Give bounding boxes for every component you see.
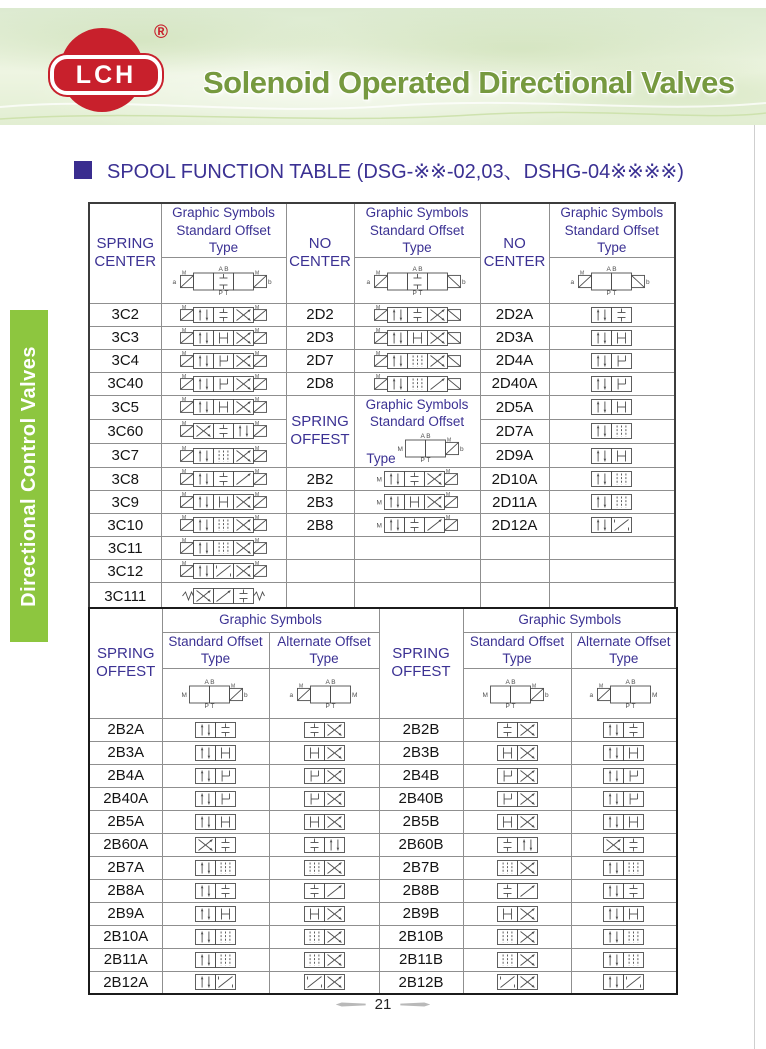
spool-symbol-standard (463, 948, 571, 971)
spool-symbol-standard (463, 879, 571, 902)
spool-code: 2B5B (379, 810, 463, 833)
spool-code: 2B40B (379, 787, 463, 810)
spool-symbol-alternate (269, 856, 379, 879)
spool-code: 2B9B (379, 902, 463, 925)
svg-text:M: M (376, 522, 382, 530)
svg-text:a: a (589, 691, 593, 699)
spool-symbol (549, 395, 675, 419)
spool-symbol-alternate (269, 902, 379, 925)
spool-symbol (549, 349, 675, 372)
spool-symbol-standard (162, 787, 269, 810)
svg-text:P T: P T (218, 290, 229, 297)
spool-code: 2D7 (286, 349, 354, 372)
registered-trademark-icon: ® (154, 22, 168, 43)
spool-code: 2B7A (89, 856, 162, 879)
spool-function-table-1 (88, 202, 676, 611)
spool-symbol-standard (162, 948, 269, 971)
svg-text:M: M (230, 683, 235, 690)
svg-text:M: M (182, 397, 187, 404)
spool-code: 2D5A (480, 395, 549, 419)
page-number-right-dash-icon (400, 1002, 430, 1007)
column-header-alternate-offset: Alternate Offset Type (571, 632, 677, 668)
spool-symbol (161, 537, 286, 560)
spool-code: 2B8A (89, 879, 162, 902)
spool-code: 3C9 (89, 491, 161, 514)
svg-text:M: M (255, 561, 260, 568)
column-header-standard-offset: Standard Offset Type (463, 632, 571, 668)
spool-code: 2B10B (379, 925, 463, 948)
svg-text:A B: A B (420, 432, 431, 440)
svg-text:M: M (182, 445, 187, 452)
spool-code: 2B60A (89, 833, 162, 856)
header-symbol-spring-center (161, 257, 286, 303)
svg-text:P T: P T (625, 703, 636, 710)
header-symbol-standard (463, 668, 571, 718)
spool-symbol (354, 349, 480, 372)
column-header-spring-offest: SPRING OFFEST (379, 608, 463, 718)
spool-code: 3C12 (89, 560, 161, 583)
empty-cell (480, 537, 549, 560)
svg-text:a: a (289, 691, 294, 699)
spool-code: 2B8B (379, 879, 463, 902)
spool-code: 2B3 (286, 491, 354, 514)
svg-text:A B: A B (606, 266, 617, 274)
spool-code: 2D40A (480, 372, 549, 395)
empty-cell (549, 583, 675, 610)
spool-code: 2D9A (480, 444, 549, 468)
svg-text:M: M (255, 445, 260, 452)
spool-symbol (161, 468, 286, 491)
spool-symbol-standard (463, 764, 571, 787)
svg-text:M: M (299, 683, 304, 690)
spool-symbol-standard (463, 810, 571, 833)
spool-symbol-standard (162, 856, 269, 879)
svg-text:M: M (446, 437, 451, 444)
header-symbol-standard (162, 668, 269, 718)
spool-symbol (354, 468, 480, 491)
spool-symbol-alternate (571, 902, 677, 925)
svg-text:P T: P T (325, 703, 336, 710)
scan-page-edge (754, 125, 755, 1049)
spool-symbol (549, 419, 675, 443)
svg-text:M: M (182, 327, 187, 334)
page-number-left-dash-icon (336, 1002, 366, 1007)
svg-text:M: M (181, 691, 187, 699)
spool-symbol-standard (463, 741, 571, 764)
svg-text:M: M (376, 499, 382, 507)
spool-code: 2B3A (89, 741, 162, 764)
spool-code: 2B10A (89, 925, 162, 948)
spool-symbol-standard (162, 741, 269, 764)
spool-code: 2B7B (379, 856, 463, 879)
header-symbol-alternate (269, 668, 379, 718)
svg-text:A B: A B (411, 266, 423, 274)
spool-symbol-alternate (269, 948, 379, 971)
column-header-no-center: NO CENTER (286, 203, 354, 303)
empty-cell (549, 560, 675, 583)
spool-symbol (161, 349, 286, 372)
svg-text:M: M (255, 492, 260, 499)
spool-symbol (161, 491, 286, 514)
spool-symbol-standard (162, 925, 269, 948)
section-heading-text: SPOOL FUNCTION TABLE (DSG-※※-02,03、DSHG-04※※※※) (107, 161, 684, 183)
spool-code: 2B60B (379, 833, 463, 856)
page-header-banner (0, 8, 766, 125)
svg-text:M: M (255, 538, 260, 545)
column-header-graphic-symbols: Graphic Symbols (162, 608, 379, 632)
spool-symbol-standard (463, 718, 571, 741)
spool-symbol-alternate (269, 925, 379, 948)
spool-code: 3C60 (89, 419, 161, 443)
svg-text:M: M (255, 327, 260, 334)
spool-code: 2D8 (286, 372, 354, 395)
svg-text:M: M (482, 691, 488, 699)
svg-text:M: M (598, 683, 603, 690)
spool-symbol-standard (463, 856, 571, 879)
svg-text:M: M (375, 327, 380, 334)
spool-code: 2D2A (480, 303, 549, 326)
svg-text:A B: A B (505, 679, 516, 687)
svg-text:M: M (446, 469, 451, 476)
spool-code: 2B4B (379, 764, 463, 787)
empty-cell (549, 537, 675, 560)
spool-code: 2B11B (379, 948, 463, 971)
spool-code: 2B2A (89, 718, 162, 741)
svg-text:b: b (268, 279, 272, 287)
spool-symbol (354, 491, 480, 514)
svg-text:A B: A B (325, 679, 336, 687)
empty-cell (286, 583, 354, 610)
svg-text:M: M (255, 421, 260, 428)
spool-code: 2B2B (379, 718, 463, 741)
spool-symbol-alternate (269, 718, 379, 741)
spool-symbol-standard (463, 787, 571, 810)
column-header-graphic-symbols: Graphic Symbols Standard Offset Type (354, 203, 480, 257)
svg-text:M: M (375, 350, 380, 357)
svg-text:M: M (446, 515, 451, 522)
svg-text:M: M (182, 373, 187, 380)
spool-symbol-alternate (571, 787, 677, 810)
spool-function-table-2 (88, 607, 678, 995)
lch-logo-stadium (50, 55, 162, 95)
svg-text:M: M (255, 373, 260, 380)
spool-symbol (549, 444, 675, 468)
header-symbol-no-center-a (549, 257, 675, 303)
spool-symbol-alternate (269, 764, 379, 787)
spool-code: 3C8 (89, 468, 161, 491)
column-header-spring-offest: SPRING OFFEST (286, 395, 354, 468)
header-symbol-no-center (354, 257, 480, 303)
svg-text:M: M (375, 304, 380, 311)
svg-text:M: M (182, 561, 187, 568)
lch-logo (50, 22, 178, 118)
spool-symbol-standard (463, 971, 571, 994)
spool-symbol-alternate (571, 764, 677, 787)
spool-symbol-alternate (269, 879, 379, 902)
page-number: 21 (374, 996, 392, 1013)
svg-text:M: M (376, 476, 382, 484)
svg-text:P T: P T (412, 290, 422, 297)
svg-text:M: M (182, 515, 187, 522)
spool-code: 2D3A (480, 326, 549, 349)
spool-code: 2B5A (89, 810, 162, 833)
spool-code: 2B11A (89, 948, 162, 971)
spool-code: 2B8 (286, 514, 354, 537)
svg-text:b: b (459, 445, 464, 453)
spool-symbol (161, 395, 286, 419)
spool-code: 3C11 (89, 537, 161, 560)
spool-symbol (161, 583, 286, 610)
empty-cell (286, 560, 354, 583)
svg-text:a: a (366, 279, 370, 287)
svg-text:P T: P T (204, 703, 214, 710)
svg-text:M: M (255, 397, 260, 404)
empty-cell (354, 583, 480, 610)
svg-text:b: b (646, 279, 650, 287)
svg-text:M: M (182, 304, 187, 311)
square-bullet-icon (74, 161, 92, 179)
svg-text:b: b (545, 691, 549, 699)
svg-text:M: M (580, 270, 585, 277)
spool-symbol (549, 372, 675, 395)
spool-code: 3C7 (89, 444, 161, 468)
svg-text:P T: P T (505, 703, 516, 710)
spool-symbol-standard (162, 902, 269, 925)
svg-text:M: M (532, 683, 537, 690)
svg-text:A B: A B (203, 679, 215, 687)
section-heading (74, 155, 684, 184)
spool-code: 2D12A (480, 514, 549, 537)
sidebar-category-banner (10, 310, 48, 642)
svg-text:M: M (255, 304, 260, 311)
empty-cell (480, 583, 549, 610)
spool-symbol-alternate (269, 810, 379, 833)
spool-symbol (354, 326, 480, 349)
spool-symbol-alternate (571, 971, 677, 994)
column-header-graphic-symbols: Graphic Symbols Standard Offset Type (161, 203, 286, 257)
spool-symbol-alternate (269, 787, 379, 810)
svg-text:M: M (397, 445, 403, 453)
spool-code: 2B3B (379, 741, 463, 764)
empty-cell (354, 560, 480, 583)
svg-text:M: M (255, 270, 260, 277)
svg-text:P T: P T (606, 290, 617, 297)
spool-code: 2B12A (89, 971, 162, 994)
svg-text:M: M (255, 515, 260, 522)
column-header-graphic-symbols: Graphic Symbols (463, 608, 677, 632)
spool-symbol-standard (162, 971, 269, 994)
svg-text:M: M (182, 350, 187, 357)
column-header-graphic-symbols: Graphic Symbols Standard Offset Type M M b A B P T (354, 395, 480, 468)
spool-code: 3C5 (89, 395, 161, 419)
spool-symbol (549, 514, 675, 537)
svg-text:M: M (375, 270, 380, 277)
spool-code: 2D10A (480, 468, 549, 491)
spool-symbol-alternate (571, 718, 677, 741)
svg-text:M: M (182, 538, 187, 545)
svg-text:a: a (172, 279, 177, 287)
spool-symbol-standard (162, 718, 269, 741)
spool-symbol (161, 514, 286, 537)
svg-text:b: b (461, 279, 466, 287)
spool-code: 3C2 (89, 303, 161, 326)
spool-symbol-standard (463, 902, 571, 925)
spool-code: 2D3 (286, 326, 354, 349)
column-header-no-center: NO CENTER (480, 203, 549, 303)
spool-code: 2D4A (480, 349, 549, 372)
spool-code: 3C40 (89, 372, 161, 395)
column-header-graphic-symbols: Graphic Symbols Standard Offset Type (549, 203, 675, 257)
spool-code: 2D2 (286, 303, 354, 326)
svg-text:M: M (182, 421, 187, 428)
sidebar-category-label: Directional Control Valves (17, 345, 40, 607)
spool-symbol (161, 419, 286, 443)
empty-cell (354, 537, 480, 560)
svg-text:M: M (182, 492, 187, 499)
empty-cell (286, 537, 354, 560)
column-header-standard-offset: Standard Offset Type (162, 632, 269, 668)
spool-code: 2D11A (480, 491, 549, 514)
spool-symbol-standard (463, 925, 571, 948)
svg-text:M: M (255, 469, 260, 476)
svg-text:M: M (651, 691, 658, 699)
spool-symbol-standard (162, 833, 269, 856)
lch-logo-text: LCH (75, 60, 137, 89)
spool-symbol (161, 372, 286, 395)
spool-symbol-alternate (269, 741, 379, 764)
spool-code: 3C4 (89, 349, 161, 372)
spool-code: 3C10 (89, 514, 161, 537)
page-footer (0, 996, 766, 1013)
spool-symbol (161, 560, 286, 583)
spool-symbol-standard (162, 810, 269, 833)
spool-code: 2B9A (89, 902, 162, 925)
spool-code: 3C111 (89, 583, 161, 610)
svg-text:a: a (570, 279, 575, 287)
spool-symbol-alternate (571, 879, 677, 902)
spool-symbol-standard (463, 833, 571, 856)
svg-text:M: M (182, 270, 187, 277)
spool-symbol (549, 303, 675, 326)
spool-symbol (354, 303, 480, 326)
spool-symbol-alternate (571, 741, 677, 764)
svg-text:b: b (243, 691, 248, 699)
spool-symbol-alternate (571, 856, 677, 879)
spool-symbol-alternate (571, 833, 677, 856)
svg-text:A B: A B (218, 266, 229, 274)
spool-symbol-alternate (571, 810, 677, 833)
spool-symbol (161, 444, 286, 468)
column-header-spring-offest: SPRING OFFEST (89, 608, 162, 718)
header-symbol-alternate (571, 668, 677, 718)
svg-text:P T: P T (420, 456, 431, 463)
spool-symbol-standard (162, 764, 269, 787)
svg-text:M: M (255, 350, 260, 357)
page-title: Solenoid Operated Directional Valves (203, 65, 735, 100)
svg-text:M: M (352, 691, 358, 699)
spool-code: 2B12B (379, 971, 463, 994)
spool-symbol-standard (162, 879, 269, 902)
spool-symbol (161, 326, 286, 349)
spool-symbol-alternate (269, 833, 379, 856)
spool-code: 2B2 (286, 468, 354, 491)
spool-symbol-alternate (269, 971, 379, 994)
spool-code: 2B40A (89, 787, 162, 810)
spool-symbol-alternate (571, 925, 677, 948)
spool-symbol (549, 326, 675, 349)
spool-symbol (354, 514, 480, 537)
spool-code: 3C3 (89, 326, 161, 349)
svg-text:M: M (446, 492, 451, 499)
spool-symbol-alternate (571, 948, 677, 971)
svg-text:M: M (375, 373, 380, 380)
empty-cell (480, 560, 549, 583)
svg-text:A B: A B (625, 679, 636, 687)
spool-symbol (549, 491, 675, 514)
spool-symbol (161, 303, 286, 326)
svg-text:M: M (182, 469, 187, 476)
spool-symbol (354, 372, 480, 395)
spool-symbol (549, 468, 675, 491)
column-header-spring-center: SPRING CENTER (89, 203, 161, 303)
spool-code: 2D7A (480, 419, 549, 443)
column-header-alternate-offset: Alternate Offset Type (269, 632, 379, 668)
spool-code: 2B4A (89, 764, 162, 787)
